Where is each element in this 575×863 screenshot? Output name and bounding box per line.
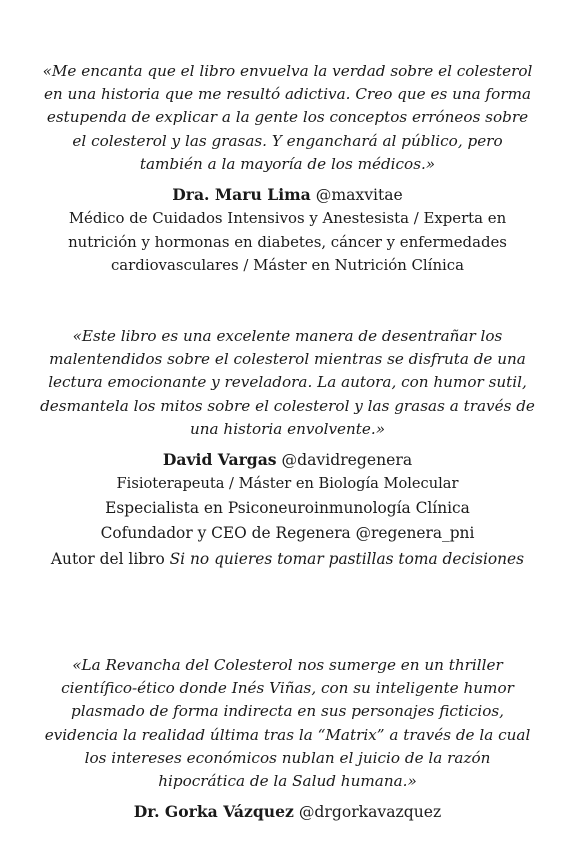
testimonial-1 — [40, 60, 535, 278]
testimonial-author — [40, 183, 535, 207]
testimonial-2 — [40, 325, 535, 572]
author-name: Dra. Maru Lima — [172, 185, 311, 205]
book-title: Si no quieres tomar pastillas toma decisiones — [169, 549, 525, 568]
author-book-line — [40, 547, 535, 573]
testimonial-author — [40, 448, 535, 472]
testimonial-3 — [40, 654, 535, 824]
testimonial-quote: «La Revancha del Colesterol nos sumerge en un thriller científico-ético donde Inés Viñas, con su inteligente humor plasmado de forma indirecta en sus personajes ficticios, evidencia la realidad última tras la “Matrix” a través de la cual los intereses económicos nublan el juicio de la razón hipocrática de la Salud humana.» — [44, 656, 531, 791]
testimonial-quote: «Me encanta que el libro envuelva la verdad sobre el colesterol en una historia que me resultó adictiva. Creo que es una forma estupenda de explicar a la gente los conceptos erróneos sobre el colesterol y las grasas. Y enganchará al público, pero también a la mayoría de los médicos.» — [42, 62, 533, 173]
author-handle: @drgorkavazquez — [298, 803, 442, 822]
author-credential: Especialista en Psiconeuroinmunología Clínica — [105, 498, 470, 517]
author-name: David Vargas — [162, 450, 277, 470]
author-credentials: Médico de Cuidados Intensivos y Anestesista / Experta en nutrición y hormonas en diabetes, cáncer y enfermedades cardiovasculares / Máster en Nutrición Clínica — [68, 209, 507, 275]
author-credential: Cofundador y CEO de Regenera @regenera_pni — [100, 524, 475, 543]
book-line-prefix: Autor del libro — [50, 549, 170, 568]
author-name: Dr. Gorka Vázquez — [133, 802, 294, 822]
testimonial-quote: «Este libro es una excelente manera de desentrañar los malentendidos sobre el colesterol mientras se disfruta de una lectura emocionante y reveladora. La autora, con humor sutil, desmantela los mitos sobre el colesterol y las grasas a través de una historia envolvente.» — [40, 327, 535, 438]
author-handle: @davidregenera — [281, 451, 413, 470]
author-handle: @maxvitae — [315, 186, 403, 205]
testimonial-author — [40, 800, 535, 824]
author-credential: Fisioterapeuta / Máster en Biología Molecular — [116, 475, 459, 493]
